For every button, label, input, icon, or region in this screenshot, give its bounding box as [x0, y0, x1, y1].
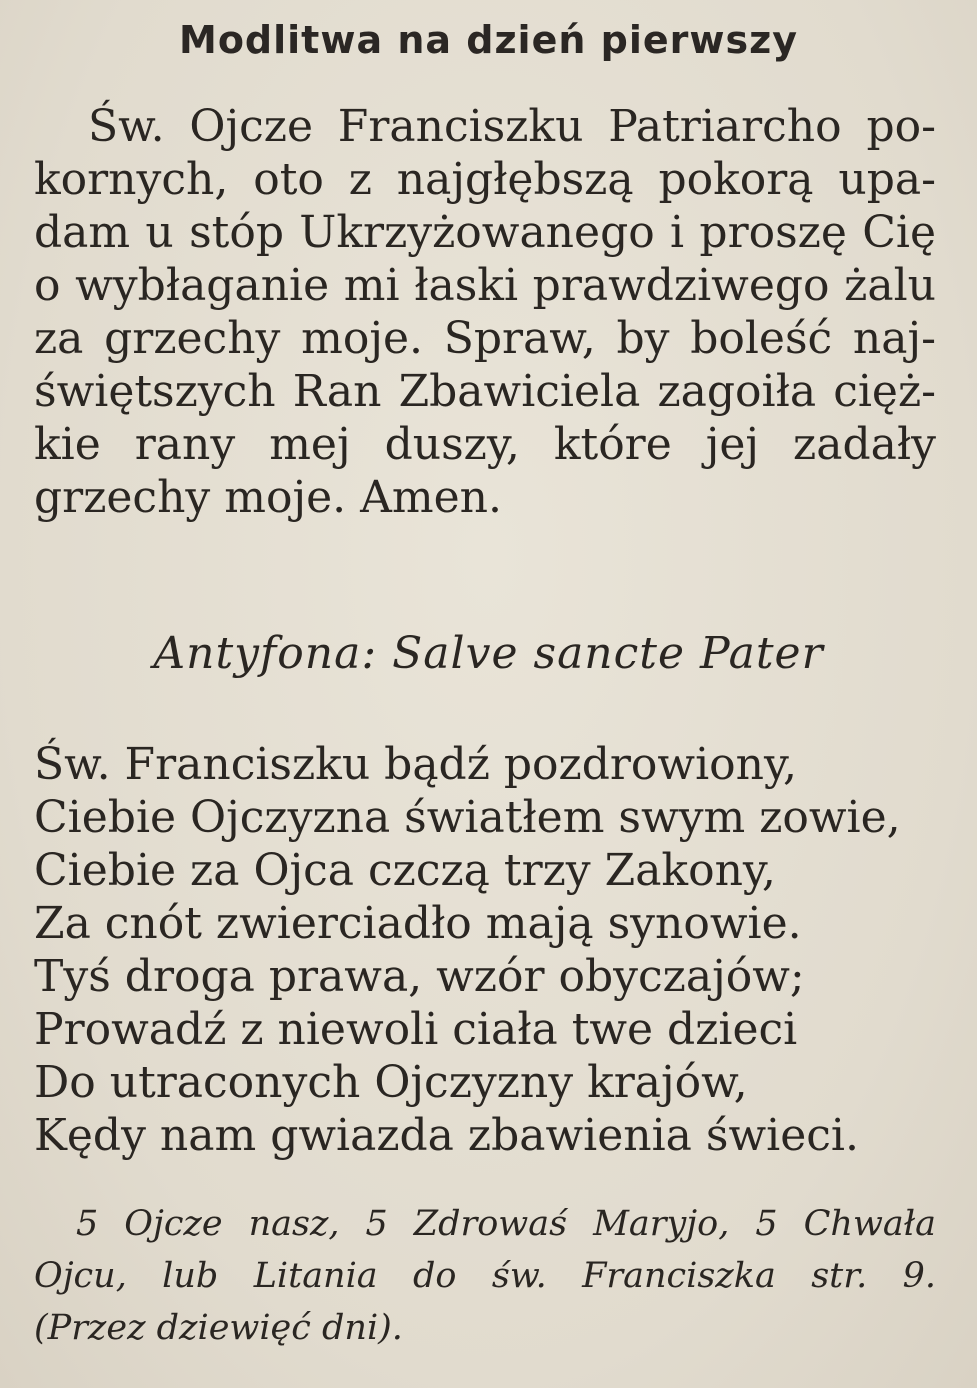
hymn-line: Św. Franciszku bądź pozdrowiony,	[34, 739, 797, 790]
hymn-line: Do utraconych Ojczyzny krajów,	[34, 1057, 748, 1108]
hymn-line: Kędy nam gwiazda zbawienia świeci.	[34, 1110, 859, 1161]
prayer-title: Modlitwa na dzień pierwszy	[179, 18, 798, 62]
note-line: Ojcu, lub Litania do św. Franciszka str. 9.	[34, 1256, 936, 1296]
prayer-line: dam u stóp Ukrzyżowanego i proszę Cię	[34, 207, 936, 258]
note-line: 5 Ojcze nasz, 5 Zdrowaś Maryjo, 5 Chwała	[76, 1204, 936, 1244]
antiphon-heading: Antyfona: Salve sancte Pater	[153, 628, 824, 679]
prayer-line: świętszych Ran Zbawiciela zagoiła cięż-	[34, 366, 936, 417]
hymn-line: Ciebie za Ojca czczą trzy Zakony,	[34, 845, 776, 896]
hymn-line: Prowadź z niewoli ciała twe dzieci	[34, 1004, 798, 1055]
prayer-text	[34, 100, 936, 524]
prayer-line: o wybłaganie mi łaski prawdziwego żalu	[34, 260, 936, 311]
note-line: (Przez dziewięć dni).	[34, 1308, 403, 1348]
prayer-line: kie rany mej duszy, które jej zadały	[34, 419, 936, 470]
prayer-line: kornych, oto z najgłębszą pokorą upa-	[34, 154, 936, 205]
prayer-line: grzechy moje. Amen.	[34, 472, 502, 523]
hymn-line: Tyś droga prawa, wzór obyczajów;	[34, 951, 805, 1002]
hymn-line: Ciebie Ojczyzna światłem swym zowie,	[34, 792, 901, 843]
prayer-line: Św. Ojcze Franciszku Patriarcho po-	[88, 101, 936, 152]
hymn-verse	[34, 738, 936, 1162]
prayer-line: za grzechy moje. Spraw, by boleść naj-	[34, 313, 936, 364]
hymn-line: Za cnót zwierciadło mają synowie.	[34, 898, 802, 949]
instruction-note	[34, 1198, 936, 1354]
